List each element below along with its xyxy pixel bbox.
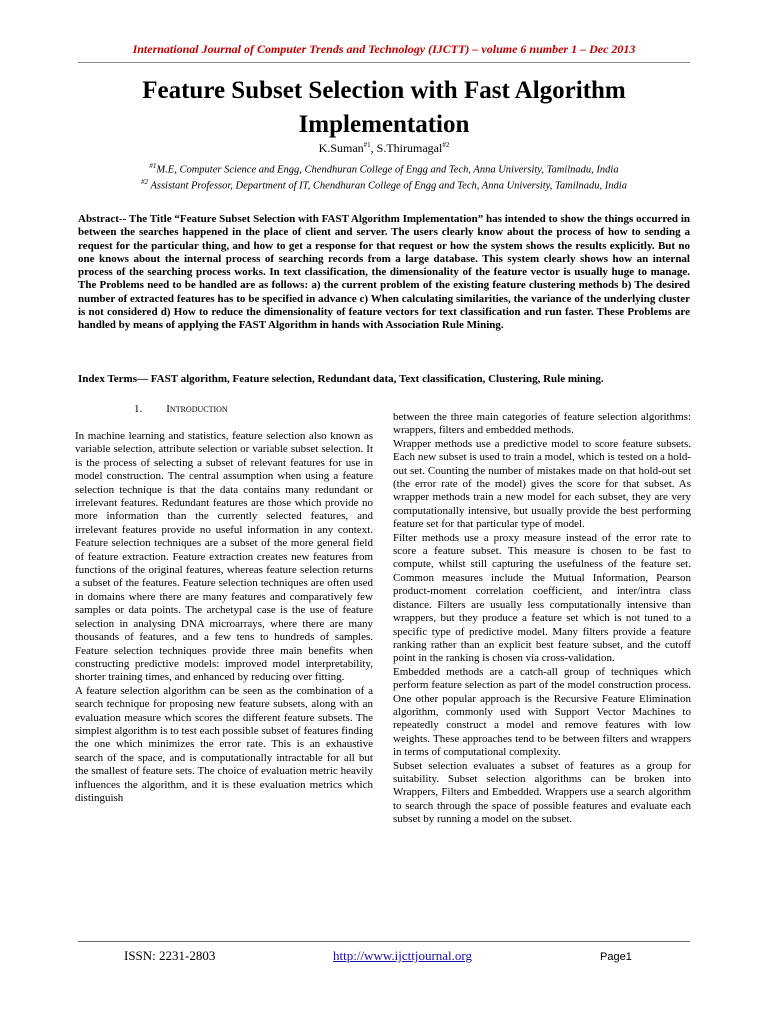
footer-issn: ISSN: 2231-2803 (124, 948, 216, 963)
section-heading (134, 403, 228, 415)
affiliation-1 (0, 162, 768, 176)
index-terms: Index Terms— FAST algorithm, Feature selection, Redundant data, Text classification, Clustering, Rule mining. (78, 373, 604, 385)
title-line-1: Feature Subset Selection with Fast Algorithm (142, 77, 626, 104)
section-title: Introduction (166, 403, 228, 415)
author-separator: , (370, 141, 377, 155)
title-line-2: Implementation (298, 111, 470, 138)
affiliation-1-marker: #1 (149, 162, 157, 170)
authors (0, 141, 768, 156)
paper-title (60, 74, 708, 142)
author-1: K.Suman (318, 141, 364, 155)
author-2: S.Thirumagal (376, 141, 443, 155)
affiliation-2-text: Assistant Professor, Department of IT, Chendhuran College of Engg and Tech, Anna University, Tamilnadu, India (150, 180, 627, 192)
paragraph: Embedded methods are a catch-all group of techniques which perform feature selection as part of the model construction process. One other popular approach is the Recursive Feature Elimination algorithm, commonly used with Support Vector Machines to repeatedly construct a model and remove features with low weights. These approaches tend to be between filters and wrappers in terms of computational complexity. (393, 665, 691, 759)
affiliation-2-marker: #2 (141, 178, 149, 186)
author-1-marker: #1 (363, 141, 371, 149)
footer-divider (78, 941, 690, 942)
paragraph: between the three main categories of feature selection algorithms: wrappers, filters and embedded methods. (393, 411, 691, 437)
author-2-marker: #2 (442, 141, 450, 149)
paragraph: Filter methods use a proxy measure instead of the error rate to score a feature subset. This measure is chosen to be fast to compute, whilst still capturing the usefulness of the feature set. Common measures include the Mutual Information, Pearson product-moment correlation coefficient, and inter/intra class distance. Filters are usually less computationally intensive than wrappers, but they produce a feature set which is not tuned to a specific type of predictive model. Many filters provide a feature ranking rather than an explicit best feature subset, and the cutoff point in the ranking is chosen via cross-validation. (393, 531, 691, 665)
header-divider (78, 62, 690, 63)
right-column (393, 411, 691, 827)
section-number: 1. (134, 403, 143, 415)
paragraph: In machine learning and statistics, feature selection also known as variable selection, attribute selection or variable subset selection. It is the process of selecting a subset of relevant features for use in model construction. The central assumption when using a feature selection technique is that the data contains many redundant or irrelevant features. Redundant features are those which provide no more information than the currently selected features, and irrelevant features provide no useful information in any context. Feature selection techniques are a subset of the more general field of feature extraction. Feature extraction creates new features from functions of the original features, whereas feature selection returns a subset of the features. Feature selection techniques are often used in domains where there are many features and comparatively few samples or data points. The archetypal case is the use of feature selection in analysing DNA microarrays, where there are many thousands of features, and a few tens to hundreds of samples. Feature selection techniques provide three main benefits when constructing predictive models: improved model interpretability, shorter training times, and enhanced by reducing over fitting. (75, 430, 373, 684)
abstract: Abstract-- The Title “Feature Subset Selection with FAST Algorithm Implementation” has intended to show the things occurred in between the searches happened in the place of client and server. The users clearly know about the process of how to sending a request for the particular thing, and how to get a response for that request or how the system shows the results explicitly. But no one knows about the internal process of searching records from a large database. This system clearly shows how an internal process of the searching process works. In text classification, the dimensionality of the feature vector is usually huge to manage. The Problems need to be handled are as follows: a) the current problem of the existing feature clustering methods b) The desired number of extracted features has to be specified in advance c) When calculating similarities, the variance of the underlying cluster is not considered d) How to reduce the dimensionality of feature vectors for text classification and run faster. These Problems are handled by means of applying the FAST Algorithm in hands with Association Rule Mining. (78, 213, 690, 332)
journal-url-link[interactable]: http://www.ijcttjournal.org (333, 948, 473, 963)
paragraph: A feature selection algorithm can be seen as the combination of a search technique for proposing new feature subsets, along with an evaluation measure which scores the different feature subsets. The simplest algorithm is to test each possible subset of features finding the one which minimizes the error rate. This is an exhaustive search of the space, and is computationally intractable for all but the smallest of feature sets. The choice of evaluation metric heavily influences the algorithm, and it is these evaluation metrics which distinguish (75, 684, 373, 804)
paragraph: Subset selection evaluates a subset of features as a group for suitability. Subset selection algorithms can be broken into Wrappers, Filters and Embedded. Wrappers use a search algorithm to search through the space of possible features and evaluate each subset by running a model on the subset. (393, 759, 691, 826)
page-number: Page1 (600, 951, 632, 963)
paragraph: Wrapper methods use a predictive model to score feature subsets. Each new subset is used to train a model, which is tested on a hold-out set. Counting the number of mistakes made on that hold-out set (the error rate of the model) gives the score for that subset. As wrapper methods train a new model for each subset, they are very computationally intensive, but usually provide the best performing feature set for that particular type of model. (393, 437, 691, 531)
affiliation-2 (0, 178, 768, 192)
left-column (75, 430, 373, 805)
affiliation-1-text: M.E, Computer Science and Engg, Chendhuran College of Engg and Tech, Anna University, Tamilnadu, India (156, 164, 619, 176)
journal-header: International Journal of Computer Trends and Technology (IJCTT) – volume 6 number 1 – Dec 2013 (132, 42, 636, 56)
